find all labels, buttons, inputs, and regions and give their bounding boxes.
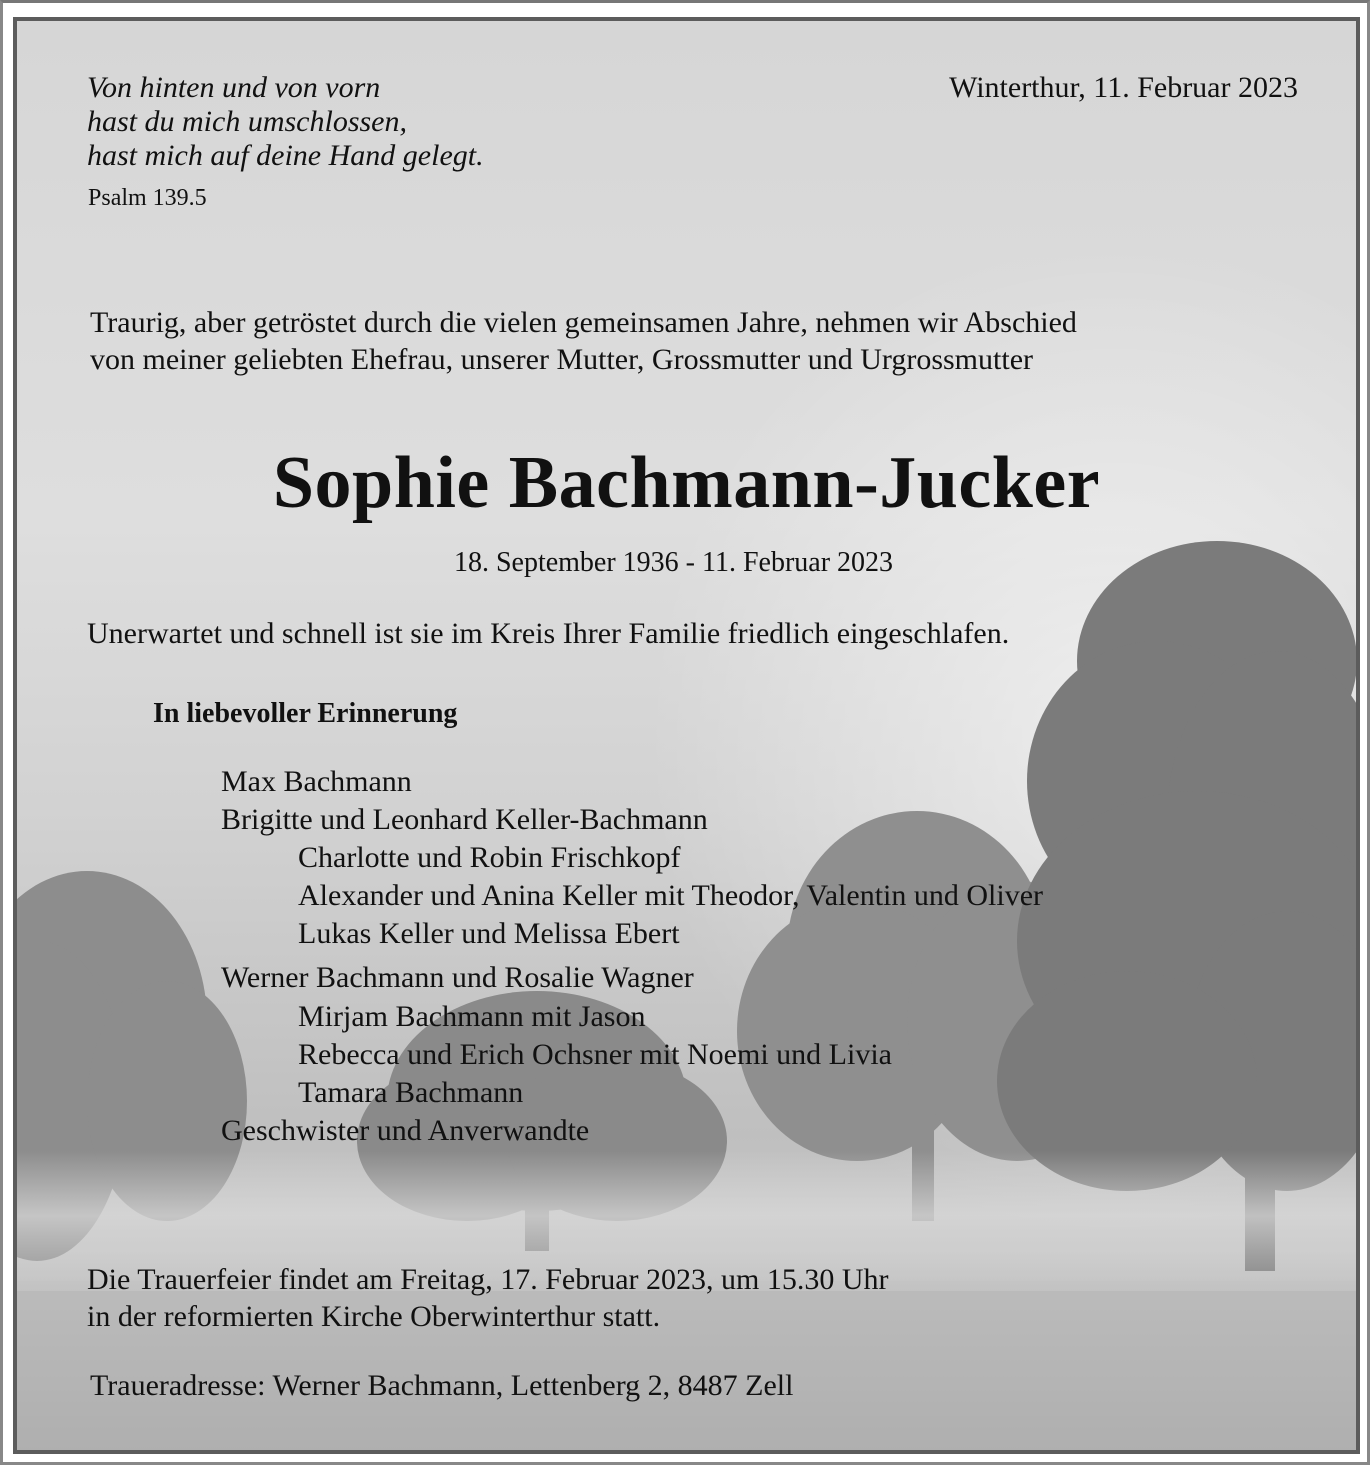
mourner-line: Charlotte und Robin Frischkopf [298, 841, 681, 874]
misty-trees-background [17, 21, 1356, 1450]
memory-heading: In liebevoller Erinnerung [153, 698, 458, 729]
intro-text [90, 304, 1077, 378]
obituary-frame [13, 17, 1360, 1454]
verse-line: Von hinten und von vorn [87, 71, 381, 104]
ceremony-line: Die Trauerfeier findet am Freitag, 17. Februar 2023, um 15.30 Uhr [87, 1263, 889, 1296]
mourner-line: Alexander und Anina Keller mit Theodor, Valentin und Oliver [298, 879, 1044, 912]
psalm-verse [87, 71, 484, 173]
mourner-line: Brigitte und Leonhard Keller-Bachmann [221, 803, 708, 836]
mourner-line: Lukas Keller und Melissa Ebert [298, 917, 680, 950]
mourner-line: Werner Bachmann und Rosalie Wagner [221, 961, 694, 994]
intro-line: Traurig, aber getröstet durch die vielen gemeinsamen Jahre, nehmen wir Abschied [90, 306, 1077, 339]
life-dates: 18. September 1936 - 11. Februar 2023 [453, 547, 894, 578]
mourner-line: Geschwister und Anverwandte [221, 1114, 590, 1147]
verse-line: hast du mich umschlossen, [87, 105, 407, 138]
ceremony-info [87, 1261, 889, 1335]
verse-reference: Psalm 139.5 [88, 185, 207, 211]
ceremony-line: in der reformierten Kirche Oberwinterthur statt. [87, 1300, 661, 1333]
intro-line: von meiner geliebten Ehefrau, unserer Mutter, Grossmutter und Urgrossmutter [90, 343, 1033, 376]
place-and-date: Winterthur, 11. Februar 2023 [949, 71, 1298, 104]
mourner-line: Mirjam Bachmann mit Jason [298, 1000, 646, 1033]
verse-line: hast mich auf deine Hand gelegt. [87, 139, 484, 172]
mourner-line: Max Bachmann [221, 765, 412, 798]
mourner-line: Rebecca und Erich Ochsner mit Noemi und Livia [298, 1038, 892, 1071]
mourner-line: Tamara Bachmann [298, 1076, 524, 1109]
deceased-name: Sophie Bachmann-Jucker [272, 442, 1101, 524]
passing-text: Unerwartet und schnell ist sie im Kreis Ihrer Familie friedlich eingeschlafen. [87, 617, 1010, 650]
mourning-address: Traueradresse: Werner Bachmann, Lettenberg 2, 8487 Zell [90, 1369, 794, 1402]
